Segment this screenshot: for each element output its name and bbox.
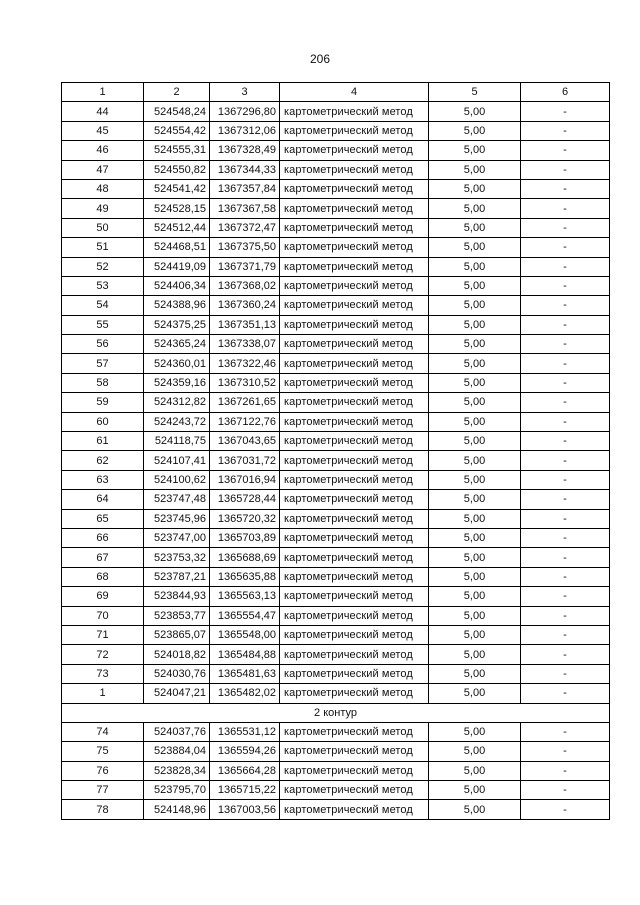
y-coordinate-cell: 1367122,76 [210, 412, 280, 431]
extra-cell: - [521, 276, 610, 295]
accuracy-cell: 5,00 [429, 451, 521, 470]
extra-cell: - [521, 121, 610, 140]
table-row [62, 102, 610, 121]
x-coordinate-cell: 523844,93 [144, 587, 210, 606]
method-cell: картометрический метод [280, 199, 429, 218]
x-coordinate-cell: 523865,07 [144, 625, 210, 644]
method-cell: картометрический метод [280, 800, 429, 819]
table-row [62, 238, 610, 257]
y-coordinate-cell: 1365664,28 [210, 761, 280, 780]
method-cell: картометрический метод [280, 470, 429, 489]
x-coordinate-cell: 524419,09 [144, 257, 210, 276]
accuracy-cell: 5,00 [429, 296, 521, 315]
accuracy-cell: 5,00 [429, 238, 521, 257]
method-cell: картометрический метод [280, 315, 429, 334]
table-row [62, 587, 610, 606]
accuracy-cell: 5,00 [429, 121, 521, 140]
method-cell: картометрический метод [280, 684, 429, 703]
table-row [62, 179, 610, 198]
y-coordinate-cell: 1367351,13 [210, 315, 280, 334]
extra-cell: - [521, 257, 610, 276]
extra-cell: - [521, 567, 610, 586]
table-row [62, 625, 610, 644]
contour-section-label: 2 контур [62, 703, 610, 722]
x-coordinate-cell: 524360,01 [144, 354, 210, 373]
point-number-cell: 56 [62, 335, 144, 354]
y-coordinate-cell: 1367338,07 [210, 335, 280, 354]
y-coordinate-cell: 1365688,69 [210, 548, 280, 567]
accuracy-cell: 5,00 [429, 335, 521, 354]
accuracy-cell: 5,00 [429, 742, 521, 761]
extra-cell: - [521, 315, 610, 334]
method-cell: картометрический метод [280, 664, 429, 683]
method-cell: картометрический метод [280, 781, 429, 800]
method-cell: картометрический метод [280, 296, 429, 315]
accuracy-cell: 5,00 [429, 722, 521, 741]
table-row [62, 373, 610, 392]
method-cell: картометрический метод [280, 393, 429, 412]
table-row [62, 451, 610, 470]
y-coordinate-cell: 1365481,63 [210, 664, 280, 683]
y-coordinate-cell: 1365594,26 [210, 742, 280, 761]
y-coordinate-cell: 1365482,02 [210, 684, 280, 703]
y-coordinate-cell: 1367367,58 [210, 199, 280, 218]
table-row [62, 606, 610, 625]
accuracy-cell: 5,00 [429, 606, 521, 625]
table-row [62, 354, 610, 373]
point-number-cell: 68 [62, 567, 144, 586]
y-coordinate-cell: 1365563,13 [210, 587, 280, 606]
x-coordinate-cell: 524406,34 [144, 276, 210, 295]
table-row [62, 121, 610, 140]
table-row [62, 761, 610, 780]
accuracy-cell: 5,00 [429, 160, 521, 179]
header-cell-3: 3 [210, 83, 280, 102]
method-cell: картометрический метод [280, 528, 429, 547]
accuracy-cell: 5,00 [429, 218, 521, 237]
method-cell: картометрический метод [280, 354, 429, 373]
point-number-cell: 76 [62, 761, 144, 780]
extra-cell: - [521, 664, 610, 683]
y-coordinate-cell: 1365720,32 [210, 509, 280, 528]
method-cell: картометрический метод [280, 509, 429, 528]
y-coordinate-cell: 1365728,44 [210, 490, 280, 509]
x-coordinate-cell: 524375,25 [144, 315, 210, 334]
method-cell: картометрический метод [280, 432, 429, 451]
table-row [62, 315, 610, 334]
point-number-cell: 78 [62, 800, 144, 819]
extra-cell: - [521, 645, 610, 664]
table-row [62, 276, 610, 295]
x-coordinate-cell: 523828,34 [144, 761, 210, 780]
accuracy-cell: 5,00 [429, 800, 521, 819]
method-cell: картометрический метод [280, 276, 429, 295]
y-coordinate-cell: 1365703,89 [210, 528, 280, 547]
y-coordinate-cell: 1367310,52 [210, 373, 280, 392]
point-number-cell: 51 [62, 238, 144, 257]
method-cell: картометрический метод [280, 451, 429, 470]
table-row [62, 800, 610, 819]
extra-cell: - [521, 335, 610, 354]
y-coordinate-cell: 1367312,06 [210, 121, 280, 140]
extra-cell: - [521, 412, 610, 431]
x-coordinate-cell: 524037,76 [144, 722, 210, 741]
x-coordinate-cell: 523787,21 [144, 567, 210, 586]
method-cell: картометрический метод [280, 490, 429, 509]
x-coordinate-cell: 524365,24 [144, 335, 210, 354]
table-row [62, 490, 610, 509]
method-cell: картометрический метод [280, 373, 429, 392]
point-number-cell: 75 [62, 742, 144, 761]
accuracy-cell: 5,00 [429, 199, 521, 218]
y-coordinate-cell: 1365548,00 [210, 625, 280, 644]
table-row [62, 722, 610, 741]
point-number-cell: 47 [62, 160, 144, 179]
method-cell: картометрический метод [280, 587, 429, 606]
method-cell: картометрический метод [280, 257, 429, 276]
method-cell: картометрический метод [280, 606, 429, 625]
x-coordinate-cell: 524100,62 [144, 470, 210, 489]
table-row [62, 141, 610, 160]
x-coordinate-cell: 524548,24 [144, 102, 210, 121]
point-number-cell: 62 [62, 451, 144, 470]
point-number-cell: 61 [62, 432, 144, 451]
table-row [62, 548, 610, 567]
method-cell: картометрический метод [280, 238, 429, 257]
method-cell: картометрический метод [280, 742, 429, 761]
extra-cell: - [521, 199, 610, 218]
method-cell: картометрический метод [280, 412, 429, 431]
method-cell: картометрический метод [280, 141, 429, 160]
method-cell: картометрический метод [280, 645, 429, 664]
point-number-cell: 59 [62, 393, 144, 412]
extra-cell: - [521, 470, 610, 489]
extra-cell: - [521, 509, 610, 528]
x-coordinate-cell: 524554,42 [144, 121, 210, 140]
table-row [62, 470, 610, 489]
accuracy-cell: 5,00 [429, 684, 521, 703]
x-coordinate-cell: 523747,48 [144, 490, 210, 509]
point-number-cell: 64 [62, 490, 144, 509]
point-number-cell: 73 [62, 664, 144, 683]
accuracy-cell: 5,00 [429, 490, 521, 509]
method-cell: картометрический метод [280, 567, 429, 586]
table-row [62, 781, 610, 800]
method-cell: картометрический метод [280, 121, 429, 140]
extra-cell: - [521, 451, 610, 470]
point-number-cell: 48 [62, 179, 144, 198]
method-cell: картометрический метод [280, 625, 429, 644]
accuracy-cell: 5,00 [429, 393, 521, 412]
y-coordinate-cell: 1365484,88 [210, 645, 280, 664]
extra-cell: - [521, 722, 610, 741]
point-number-cell: 1 [62, 684, 144, 703]
extra-cell: - [521, 781, 610, 800]
table-row [62, 684, 610, 703]
table-row [62, 432, 610, 451]
extra-cell: - [521, 373, 610, 392]
table-row [62, 509, 610, 528]
accuracy-cell: 5,00 [429, 257, 521, 276]
x-coordinate-cell: 524555,31 [144, 141, 210, 160]
accuracy-cell: 5,00 [429, 528, 521, 547]
extra-cell: - [521, 587, 610, 606]
accuracy-cell: 5,00 [429, 664, 521, 683]
accuracy-cell: 5,00 [429, 141, 521, 160]
table-row [62, 645, 610, 664]
table-row [62, 567, 610, 586]
accuracy-cell: 5,00 [429, 354, 521, 373]
y-coordinate-cell: 1367261,65 [210, 393, 280, 412]
point-number-cell: 66 [62, 528, 144, 547]
x-coordinate-cell: 524541,42 [144, 179, 210, 198]
extra-cell: - [521, 393, 610, 412]
y-coordinate-cell: 1367375,50 [210, 238, 280, 257]
y-coordinate-cell: 1365715,22 [210, 781, 280, 800]
extra-cell: - [521, 625, 610, 644]
x-coordinate-cell: 524118,75 [144, 432, 210, 451]
point-number-cell: 71 [62, 625, 144, 644]
x-coordinate-cell: 524312,82 [144, 393, 210, 412]
extra-cell: - [521, 548, 610, 567]
y-coordinate-cell: 1367003,56 [210, 800, 280, 819]
y-coordinate-cell: 1367357,84 [210, 179, 280, 198]
table-row [62, 199, 610, 218]
point-number-cell: 74 [62, 722, 144, 741]
extra-cell: - [521, 490, 610, 509]
method-cell: картометрический метод [280, 102, 429, 121]
header-cell-2: 2 [144, 83, 210, 102]
x-coordinate-cell: 523747,00 [144, 528, 210, 547]
point-number-cell: 60 [62, 412, 144, 431]
extra-cell: - [521, 102, 610, 121]
page-number: 206 [309, 52, 331, 66]
y-coordinate-cell: 1367372,47 [210, 218, 280, 237]
point-number-cell: 52 [62, 257, 144, 276]
extra-cell: - [521, 238, 610, 257]
x-coordinate-cell: 523753,32 [144, 548, 210, 567]
extra-cell: - [521, 606, 610, 625]
accuracy-cell: 5,00 [429, 548, 521, 567]
accuracy-cell: 5,00 [429, 567, 521, 586]
extra-cell: - [521, 432, 610, 451]
point-number-cell: 67 [62, 548, 144, 567]
point-number-cell: 44 [62, 102, 144, 121]
table-row [62, 296, 610, 315]
point-number-cell: 54 [62, 296, 144, 315]
method-cell: картометрический метод [280, 335, 429, 354]
header-cell-6: 6 [521, 83, 610, 102]
coordinates-table-body [62, 83, 610, 820]
accuracy-cell: 5,00 [429, 470, 521, 489]
table-row [62, 664, 610, 683]
table-header-row [62, 83, 610, 102]
contour-section-row [62, 703, 610, 722]
extra-cell: - [521, 141, 610, 160]
x-coordinate-cell: 524359,16 [144, 373, 210, 392]
accuracy-cell: 5,00 [429, 412, 521, 431]
coordinates-table [61, 82, 610, 820]
method-cell: картометрический метод [280, 160, 429, 179]
method-cell: картометрический метод [280, 761, 429, 780]
table-row [62, 742, 610, 761]
y-coordinate-cell: 1367344,33 [210, 160, 280, 179]
y-coordinate-cell: 1367296,80 [210, 102, 280, 121]
point-number-cell: 45 [62, 121, 144, 140]
point-number-cell: 70 [62, 606, 144, 625]
x-coordinate-cell: 524468,51 [144, 238, 210, 257]
x-coordinate-cell: 523795,70 [144, 781, 210, 800]
table-row [62, 528, 610, 547]
extra-cell: - [521, 160, 610, 179]
x-coordinate-cell: 523853,77 [144, 606, 210, 625]
x-coordinate-cell: 524148,96 [144, 800, 210, 819]
y-coordinate-cell: 1367371,79 [210, 257, 280, 276]
accuracy-cell: 5,00 [429, 102, 521, 121]
y-coordinate-cell: 1367368,02 [210, 276, 280, 295]
header-cell-1: 1 [62, 83, 144, 102]
accuracy-cell: 5,00 [429, 625, 521, 644]
table-row [62, 412, 610, 431]
extra-cell: - [521, 800, 610, 819]
point-number-cell: 65 [62, 509, 144, 528]
x-coordinate-cell: 524030,76 [144, 664, 210, 683]
header-cell-5: 5 [429, 83, 521, 102]
point-number-cell: 58 [62, 373, 144, 392]
x-coordinate-cell: 524528,15 [144, 199, 210, 218]
method-cell: картометрический метод [280, 218, 429, 237]
header-cell-4: 4 [280, 83, 429, 102]
y-coordinate-cell: 1367322,46 [210, 354, 280, 373]
accuracy-cell: 5,00 [429, 781, 521, 800]
method-cell: картометрический метод [280, 548, 429, 567]
y-coordinate-cell: 1367043,65 [210, 432, 280, 451]
accuracy-cell: 5,00 [429, 587, 521, 606]
x-coordinate-cell: 523884,04 [144, 742, 210, 761]
x-coordinate-cell: 524512,44 [144, 218, 210, 237]
point-number-cell: 72 [62, 645, 144, 664]
x-coordinate-cell: 524550,82 [144, 160, 210, 179]
accuracy-cell: 5,00 [429, 276, 521, 295]
table-row [62, 160, 610, 179]
point-number-cell: 49 [62, 199, 144, 218]
x-coordinate-cell: 523745,96 [144, 509, 210, 528]
extra-cell: - [521, 296, 610, 315]
point-number-cell: 50 [62, 218, 144, 237]
x-coordinate-cell: 524388,96 [144, 296, 210, 315]
x-coordinate-cell: 524018,82 [144, 645, 210, 664]
accuracy-cell: 5,00 [429, 432, 521, 451]
y-coordinate-cell: 1367360,24 [210, 296, 280, 315]
accuracy-cell: 5,00 [429, 315, 521, 334]
extra-cell: - [521, 742, 610, 761]
extra-cell: - [521, 761, 610, 780]
table-row [62, 393, 610, 412]
y-coordinate-cell: 1367328,49 [210, 141, 280, 160]
point-number-cell: 55 [62, 315, 144, 334]
extra-cell: - [521, 218, 610, 237]
point-number-cell: 53 [62, 276, 144, 295]
method-cell: картометрический метод [280, 179, 429, 198]
accuracy-cell: 5,00 [429, 179, 521, 198]
y-coordinate-cell: 1367016,94 [210, 470, 280, 489]
table-row [62, 257, 610, 276]
accuracy-cell: 5,00 [429, 373, 521, 392]
point-number-cell: 63 [62, 470, 144, 489]
point-number-cell: 57 [62, 354, 144, 373]
x-coordinate-cell: 524107,41 [144, 451, 210, 470]
accuracy-cell: 5,00 [429, 509, 521, 528]
extra-cell: - [521, 354, 610, 373]
y-coordinate-cell: 1365531,12 [210, 722, 280, 741]
y-coordinate-cell: 1365554,47 [210, 606, 280, 625]
x-coordinate-cell: 524047,21 [144, 684, 210, 703]
method-cell: картометрический метод [280, 722, 429, 741]
y-coordinate-cell: 1367031,72 [210, 451, 280, 470]
point-number-cell: 69 [62, 587, 144, 606]
accuracy-cell: 5,00 [429, 645, 521, 664]
accuracy-cell: 5,00 [429, 761, 521, 780]
extra-cell: - [521, 528, 610, 547]
extra-cell: - [521, 684, 610, 703]
point-number-cell: 46 [62, 141, 144, 160]
extra-cell: - [521, 179, 610, 198]
point-number-cell: 77 [62, 781, 144, 800]
x-coordinate-cell: 524243,72 [144, 412, 210, 431]
y-coordinate-cell: 1365635,88 [210, 567, 280, 586]
table-row [62, 335, 610, 354]
table-row [62, 218, 610, 237]
